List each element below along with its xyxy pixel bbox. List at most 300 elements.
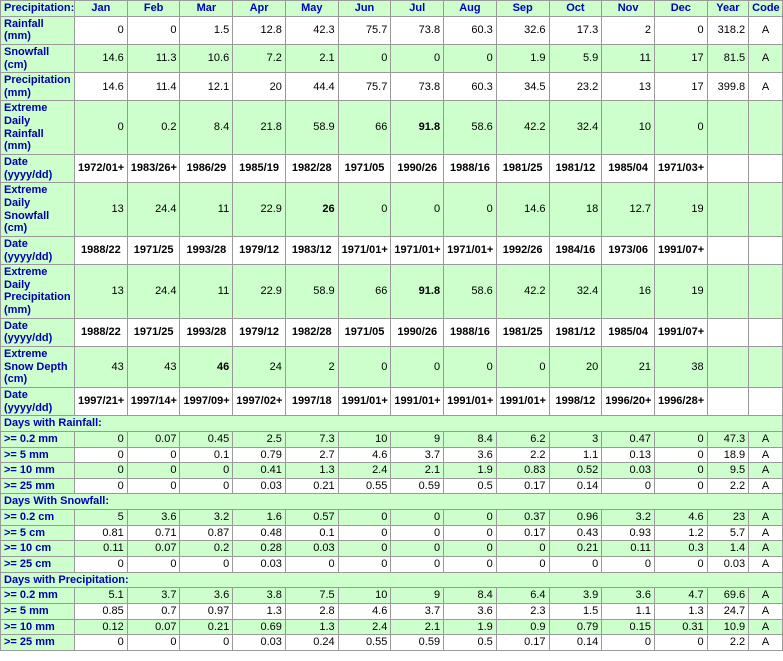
table-row (1, 603, 783, 619)
data-cell: 12.1 (180, 73, 233, 101)
code-cell: A (749, 447, 783, 463)
data-cell: 0.97 (180, 603, 233, 619)
data-cell: 0.69 (233, 619, 286, 635)
data-cell: 3.8 (233, 588, 286, 604)
header-month-oct: Oct (549, 1, 602, 17)
data-cell: 0.59 (391, 635, 444, 651)
data-cell: 1985/04 (602, 318, 655, 346)
data-cell: 12.7 (602, 183, 655, 237)
data-cell: 1981/12 (549, 155, 602, 183)
data-cell: 0.21 (180, 619, 233, 635)
section-header-row (1, 572, 783, 588)
data-cell: 1993/28 (180, 236, 233, 264)
data-cell: 10 (338, 588, 391, 604)
data-cell: 0 (127, 16, 180, 44)
data-cell: 0 (285, 556, 338, 572)
data-cell: 0 (391, 556, 444, 572)
data-cell: 75.7 (338, 16, 391, 44)
row-label: >= 5 cm (1, 525, 75, 541)
data-cell: 0.17 (496, 478, 549, 494)
code-cell (749, 236, 783, 264)
data-cell: 1997/09+ (180, 387, 233, 415)
header-month-dec: Dec (654, 1, 707, 17)
data-cell: 0.59 (391, 478, 444, 494)
data-cell: 0.1 (285, 525, 338, 541)
data-cell: 0.12 (75, 619, 128, 635)
data-cell: 0 (654, 16, 707, 44)
data-cell: 0 (654, 431, 707, 447)
data-cell: 1983/12 (285, 236, 338, 264)
data-cell: 1.2 (654, 525, 707, 541)
data-cell: 11.4 (127, 73, 180, 101)
data-cell: 24.4 (127, 265, 180, 319)
data-cell: 1993/28 (180, 318, 233, 346)
data-cell: 16 (602, 265, 655, 319)
code-cell (749, 318, 783, 346)
data-cell: 0.71 (127, 525, 180, 541)
data-cell: 1.3 (285, 619, 338, 635)
data-cell: 20 (549, 347, 602, 388)
year-cell: 1.4 (707, 541, 749, 557)
data-cell: 0 (654, 556, 707, 572)
data-cell: 44.4 (285, 73, 338, 101)
data-cell: 2.2 (496, 447, 549, 463)
row-label: >= 0.2 mm (1, 588, 75, 604)
data-cell: 0 (338, 556, 391, 572)
data-cell: 21 (602, 347, 655, 388)
data-cell: 0 (180, 478, 233, 494)
data-cell: 0 (444, 347, 497, 388)
data-cell: 91.8 (391, 265, 444, 319)
data-cell: 0 (338, 525, 391, 541)
data-cell: 58.6 (444, 265, 497, 319)
data-cell: 21.8 (233, 101, 286, 155)
data-cell: 2.1 (285, 44, 338, 72)
data-cell: 0 (75, 635, 128, 651)
table-row (1, 588, 783, 604)
year-cell: 5.7 (707, 525, 749, 541)
table-row (1, 101, 783, 155)
data-cell: 0 (127, 635, 180, 651)
data-cell: 11 (180, 183, 233, 237)
code-cell: A (749, 16, 783, 44)
table-row (1, 541, 783, 557)
data-cell: 42.3 (285, 16, 338, 44)
data-cell: 58.9 (285, 265, 338, 319)
table-row (1, 73, 783, 101)
data-cell: 20 (233, 73, 286, 101)
year-cell: 69.6 (707, 588, 749, 604)
year-cell: 2.2 (707, 635, 749, 651)
section-header-row (1, 416, 783, 432)
data-cell: 0 (180, 463, 233, 479)
data-cell: 0.17 (496, 635, 549, 651)
data-cell: 0 (391, 347, 444, 388)
data-cell: 42.2 (496, 101, 549, 155)
data-cell: 43 (127, 347, 180, 388)
header-month-jun: Jun (338, 1, 391, 17)
header-month-feb: Feb (127, 1, 180, 17)
data-cell: 1986/29 (180, 155, 233, 183)
data-cell: 43 (75, 347, 128, 388)
year-cell: 0.03 (707, 556, 749, 572)
data-cell: 6.2 (496, 431, 549, 447)
data-cell: 0 (391, 44, 444, 72)
data-cell: 0 (444, 525, 497, 541)
data-cell: 0 (444, 183, 497, 237)
row-label: >= 10 mm (1, 463, 75, 479)
data-cell: 91.8 (391, 101, 444, 155)
row-label: >= 5 mm (1, 447, 75, 463)
data-cell: 1991/01+ (496, 387, 549, 415)
data-cell: 2.1 (391, 619, 444, 635)
data-cell: 2.4 (338, 619, 391, 635)
row-label: >= 0.2 mm (1, 431, 75, 447)
data-cell: 0 (602, 556, 655, 572)
data-cell: 0 (391, 510, 444, 526)
row-label: >= 10 cm (1, 541, 75, 557)
table-row (1, 510, 783, 526)
data-cell: 5.9 (549, 44, 602, 72)
data-cell: 1973/06 (602, 236, 655, 264)
row-label: >= 25 mm (1, 635, 75, 651)
data-cell: 1.5 (549, 603, 602, 619)
header-month-mar: Mar (180, 1, 233, 17)
row-label: Date (yyyy/dd) (1, 236, 75, 264)
data-cell: 1996/28+ (654, 387, 707, 415)
year-cell (707, 183, 749, 237)
row-label: Snowfall (cm) (1, 44, 75, 72)
data-cell: 3.7 (391, 603, 444, 619)
data-cell: 0.55 (338, 478, 391, 494)
data-cell: 10 (338, 431, 391, 447)
data-cell: 1.9 (444, 619, 497, 635)
data-cell: 0.79 (233, 447, 286, 463)
code-cell: A (749, 556, 783, 572)
section-title: Days with Rainfall: (1, 416, 783, 432)
row-label: Extreme Daily Precipitation (mm) (1, 265, 75, 319)
data-cell: 4.6 (654, 510, 707, 526)
data-cell: 34.5 (496, 73, 549, 101)
data-cell: 0.14 (549, 635, 602, 651)
data-cell: 0 (75, 478, 128, 494)
data-cell: 1997/21+ (75, 387, 128, 415)
table-row (1, 431, 783, 447)
data-cell: 19 (654, 183, 707, 237)
table-row (1, 463, 783, 479)
data-cell: 0.37 (496, 510, 549, 526)
data-cell: 0 (444, 510, 497, 526)
data-cell: 1997/14+ (127, 387, 180, 415)
data-cell: 1981/25 (496, 318, 549, 346)
data-cell: 1990/26 (391, 318, 444, 346)
data-cell: 13 (602, 73, 655, 101)
year-cell (707, 318, 749, 346)
table-row (1, 447, 783, 463)
data-cell: 0.03 (233, 635, 286, 651)
header-month-nov: Nov (602, 1, 655, 17)
data-cell: 6.4 (496, 588, 549, 604)
data-cell: 1971/01+ (391, 236, 444, 264)
code-cell: A (749, 619, 783, 635)
year-cell (707, 387, 749, 415)
row-label: >= 0.2 cm (1, 510, 75, 526)
data-cell: 9 (391, 588, 444, 604)
data-cell: 0 (391, 541, 444, 557)
data-cell: 1.6 (233, 510, 286, 526)
data-cell: 0.5 (444, 478, 497, 494)
data-cell: 1990/26 (391, 155, 444, 183)
data-cell: 0.45 (180, 431, 233, 447)
data-cell: 1.1 (549, 447, 602, 463)
data-cell: 0 (602, 478, 655, 494)
data-cell: 3.6 (444, 603, 497, 619)
data-cell: 58.9 (285, 101, 338, 155)
table-row (1, 478, 783, 494)
code-cell: A (749, 525, 783, 541)
data-cell: 0 (496, 347, 549, 388)
data-cell: 0.79 (549, 619, 602, 635)
table-row (1, 44, 783, 72)
year-cell: 47.3 (707, 431, 749, 447)
data-cell: 0.1 (180, 447, 233, 463)
data-cell: 0.87 (180, 525, 233, 541)
data-cell: 0.13 (602, 447, 655, 463)
code-cell (749, 183, 783, 237)
data-cell: 1972/01+ (75, 155, 128, 183)
data-cell: 60.3 (444, 16, 497, 44)
data-cell: 10.6 (180, 44, 233, 72)
data-cell: 0.28 (233, 541, 286, 557)
data-cell: 0 (654, 635, 707, 651)
data-cell: 0 (338, 510, 391, 526)
data-cell: 46 (180, 347, 233, 388)
data-cell: 60.3 (444, 73, 497, 101)
table-row (1, 525, 783, 541)
row-label: Precipitation (mm) (1, 73, 75, 101)
data-cell: 1998/12 (549, 387, 602, 415)
year-cell (707, 101, 749, 155)
row-label: Extreme Snow Depth (cm) (1, 347, 75, 388)
row-label: Extreme Daily Rainfall (mm) (1, 101, 75, 155)
table-row (1, 318, 783, 346)
data-cell: 0 (338, 44, 391, 72)
data-cell: 0.03 (233, 556, 286, 572)
data-cell: 0 (654, 478, 707, 494)
data-cell: 1971/05 (338, 155, 391, 183)
data-cell: 0.41 (233, 463, 286, 479)
data-cell: 9 (391, 431, 444, 447)
data-cell: 0 (654, 447, 707, 463)
data-cell: 0.03 (233, 478, 286, 494)
data-cell: 1991/07+ (654, 236, 707, 264)
data-cell: 3.6 (602, 588, 655, 604)
row-label: >= 5 mm (1, 603, 75, 619)
table-row (1, 556, 783, 572)
data-cell: 1997/02+ (233, 387, 286, 415)
data-cell: 1983/26+ (127, 155, 180, 183)
data-cell: 73.8 (391, 73, 444, 101)
header-year: Year (707, 1, 749, 17)
table-header-row (1, 1, 783, 17)
data-cell: 0 (75, 556, 128, 572)
data-cell: 42.2 (496, 265, 549, 319)
code-cell: A (749, 635, 783, 651)
data-cell: 7.3 (285, 431, 338, 447)
data-cell: 1.9 (444, 463, 497, 479)
data-cell: 0 (391, 183, 444, 237)
data-cell: 3.7 (391, 447, 444, 463)
data-cell: 0.14 (549, 478, 602, 494)
data-cell: 0 (127, 447, 180, 463)
data-cell: 0 (75, 447, 128, 463)
data-cell: 0 (75, 463, 128, 479)
data-cell: 0.03 (602, 463, 655, 479)
row-label: >= 25 cm (1, 556, 75, 572)
data-cell: 0.2 (180, 541, 233, 557)
header-month-apr: Apr (233, 1, 286, 17)
year-cell: 81.5 (707, 44, 749, 72)
header-month-aug: Aug (444, 1, 497, 17)
data-cell: 14.6 (496, 183, 549, 237)
data-cell: 0 (444, 556, 497, 572)
year-cell (707, 265, 749, 319)
data-cell: 0.57 (285, 510, 338, 526)
data-cell: 1991/01+ (391, 387, 444, 415)
data-cell: 14.6 (75, 44, 128, 72)
data-cell: 0.83 (496, 463, 549, 479)
data-cell: 5.1 (75, 588, 128, 604)
data-cell: 1971/01+ (444, 236, 497, 264)
data-cell: 1971/25 (127, 318, 180, 346)
data-cell: 0.11 (602, 541, 655, 557)
table-body (1, 16, 783, 650)
data-cell: 24.4 (127, 183, 180, 237)
section-title: Days with Precipitation: (1, 572, 783, 588)
data-cell: 3.7 (127, 588, 180, 604)
data-cell: 1985/04 (602, 155, 655, 183)
data-cell: 0 (496, 541, 549, 557)
data-cell: 0 (391, 525, 444, 541)
row-label: Date (yyyy/dd) (1, 387, 75, 415)
data-cell: 3.6 (180, 588, 233, 604)
data-cell: 5 (75, 510, 128, 526)
data-cell: 22.9 (233, 265, 286, 319)
code-cell: A (749, 603, 783, 619)
data-cell: 11 (602, 44, 655, 72)
data-cell: 13 (75, 265, 128, 319)
data-cell: 1971/25 (127, 236, 180, 264)
data-cell: 4.6 (338, 447, 391, 463)
data-cell: 1.9 (496, 44, 549, 72)
data-cell: 0.3 (654, 541, 707, 557)
data-cell: 0 (654, 101, 707, 155)
table-row (1, 387, 783, 415)
code-cell (749, 387, 783, 415)
data-cell: 75.7 (338, 73, 391, 101)
data-cell: 2.7 (285, 447, 338, 463)
code-cell: A (749, 588, 783, 604)
data-cell: 0 (549, 556, 602, 572)
section-title: Days With Snowfall: (1, 494, 783, 510)
data-cell: 13 (75, 183, 128, 237)
data-cell: 0 (444, 541, 497, 557)
code-cell (749, 347, 783, 388)
data-cell: 11 (180, 265, 233, 319)
year-cell: 399.8 (707, 73, 749, 101)
year-cell (707, 347, 749, 388)
data-cell: 0.93 (602, 525, 655, 541)
code-cell (749, 155, 783, 183)
data-cell: 0 (127, 463, 180, 479)
data-cell: 0.47 (602, 431, 655, 447)
data-cell: 66 (338, 265, 391, 319)
year-cell: 23 (707, 510, 749, 526)
data-cell: 1979/12 (233, 236, 286, 264)
year-cell: 24.7 (707, 603, 749, 619)
data-cell: 1991/01+ (444, 387, 497, 415)
code-cell: A (749, 510, 783, 526)
data-cell: 2.4 (338, 463, 391, 479)
year-cell: 318.2 (707, 16, 749, 44)
year-cell: 9.5 (707, 463, 749, 479)
data-cell: 1991/07+ (654, 318, 707, 346)
data-cell: 0 (75, 101, 128, 155)
year-cell: 10.9 (707, 619, 749, 635)
header-corner-label: Precipitation: (1, 1, 75, 17)
table-row (1, 265, 783, 319)
data-cell: 17 (654, 73, 707, 101)
data-cell: 1971/01+ (338, 236, 391, 264)
data-cell: 19 (654, 265, 707, 319)
data-cell: 0.55 (338, 635, 391, 651)
data-cell: 0.7 (127, 603, 180, 619)
data-cell: 3.2 (180, 510, 233, 526)
table-row (1, 619, 783, 635)
data-cell: 3.6 (444, 447, 497, 463)
data-cell: 1971/05 (338, 318, 391, 346)
data-cell: 1991/01+ (338, 387, 391, 415)
data-cell: 8.4 (444, 588, 497, 604)
data-cell: 12.8 (233, 16, 286, 44)
data-cell: 0 (180, 635, 233, 651)
data-cell: 0.21 (549, 541, 602, 557)
data-cell: 17.3 (549, 16, 602, 44)
data-cell: 1.5 (180, 16, 233, 44)
data-cell: 0 (75, 16, 128, 44)
data-cell: 8.4 (444, 431, 497, 447)
data-cell: 0.11 (75, 541, 128, 557)
data-cell: 7.5 (285, 588, 338, 604)
data-cell: 3.6 (127, 510, 180, 526)
data-cell: 32.6 (496, 16, 549, 44)
data-cell: 0 (180, 556, 233, 572)
data-cell: 0.85 (75, 603, 128, 619)
data-cell: 1988/22 (75, 318, 128, 346)
table-row (1, 155, 783, 183)
data-cell: 1997/18 (285, 387, 338, 415)
data-cell: 0.96 (549, 510, 602, 526)
row-label: Extreme Daily Snowfall (cm) (1, 183, 75, 237)
table-row (1, 635, 783, 651)
data-cell: 1996/20+ (602, 387, 655, 415)
data-cell: 2.8 (285, 603, 338, 619)
data-cell: 1992/26 (496, 236, 549, 264)
code-cell: A (749, 73, 783, 101)
data-cell: 1988/22 (75, 236, 128, 264)
data-cell: 32.4 (549, 101, 602, 155)
data-cell: 0.17 (496, 525, 549, 541)
